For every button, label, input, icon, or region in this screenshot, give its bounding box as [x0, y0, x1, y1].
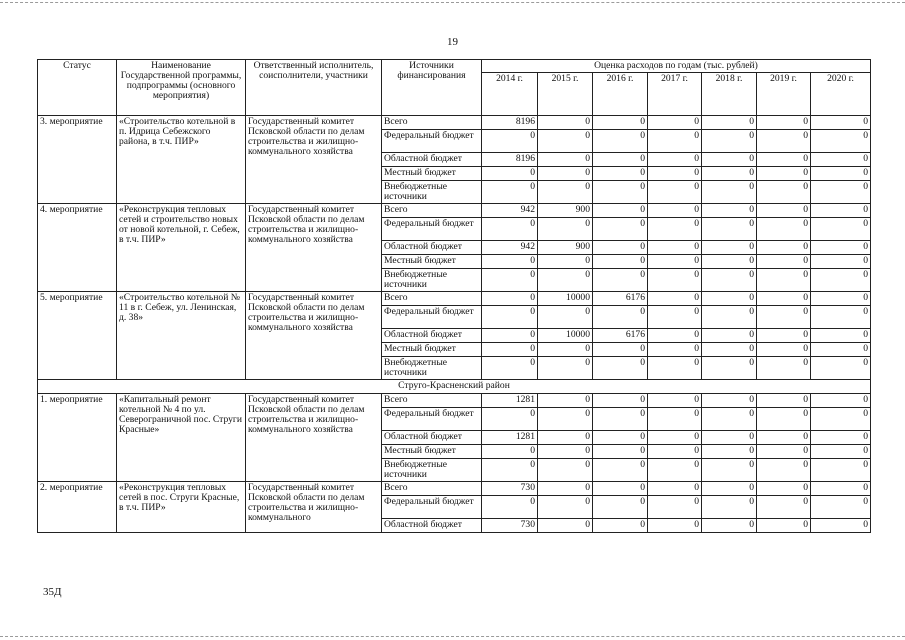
amount-cell: 0 [538, 459, 593, 482]
amount-cell: 0 [482, 167, 538, 181]
amount-cell: 0 [538, 116, 593, 130]
funding-source: Всего [382, 116, 482, 130]
amount-cell: 0 [757, 445, 811, 459]
amount-cell: 0 [757, 181, 811, 204]
amount-cell: 0 [702, 496, 757, 519]
activity-responsible: Государственный комитет Псковской области по делам строительства и жилищно-коммунального [246, 482, 382, 533]
amount-cell: 0 [811, 394, 871, 408]
amount-cell: 0 [593, 343, 648, 357]
amount-cell: 0 [702, 519, 757, 533]
funding-source: Внебюджетные источники [382, 269, 482, 292]
activity-status: 5. мероприятие [38, 292, 117, 380]
amount-cell: 6176 [593, 329, 648, 343]
amount-cell: 0 [648, 218, 702, 241]
amount-cell: 0 [538, 181, 593, 204]
amount-cell: 0 [593, 116, 648, 130]
amount-cell: 942 [482, 241, 538, 255]
amount-cell: 8196 [482, 153, 538, 167]
amount-cell: 0 [648, 459, 702, 482]
amount-cell: 0 [811, 130, 871, 153]
amount-cell: 0 [482, 445, 538, 459]
amount-cell: 0 [757, 153, 811, 167]
amount-cell: 0 [757, 394, 811, 408]
amount-cell: 0 [593, 269, 648, 292]
amount-cell: 0 [482, 408, 538, 431]
header-year: 2017 г. [648, 73, 702, 116]
district-row [38, 380, 871, 394]
amount-cell: 0 [482, 255, 538, 269]
amount-cell: 0 [757, 482, 811, 496]
amount-cell: 0 [538, 343, 593, 357]
amount-cell: 6176 [593, 292, 648, 306]
table-row [38, 482, 871, 496]
amount-cell: 0 [538, 218, 593, 241]
amount-cell: 10000 [538, 329, 593, 343]
amount-cell: 0 [593, 306, 648, 329]
header-status: Статус [38, 60, 117, 116]
amount-cell: 900 [538, 241, 593, 255]
amount-cell: 0 [702, 255, 757, 269]
budget-table [37, 59, 871, 533]
amount-cell: 0 [593, 218, 648, 241]
amount-cell: 0 [593, 255, 648, 269]
amount-cell: 0 [757, 204, 811, 218]
amount-cell: 0 [593, 204, 648, 218]
funding-source: Всего [382, 394, 482, 408]
activity-status: 1. мероприятие [38, 394, 117, 482]
amount-cell: 0 [648, 167, 702, 181]
funding-source: Федеральный бюджет [382, 218, 482, 241]
amount-cell: 0 [648, 431, 702, 445]
amount-cell: 0 [757, 130, 811, 153]
amount-cell: 1281 [482, 431, 538, 445]
amount-cell: 0 [648, 496, 702, 519]
amount-cell: 0 [593, 496, 648, 519]
scan-top-edge [0, 2, 905, 3]
amount-cell: 0 [811, 482, 871, 496]
funding-source: Местный бюджет [382, 445, 482, 459]
amount-cell: 0 [648, 394, 702, 408]
amount-cell: 0 [757, 292, 811, 306]
amount-cell: 0 [702, 431, 757, 445]
amount-cell: 0 [702, 445, 757, 459]
amount-cell: 0 [538, 482, 593, 496]
amount-cell: 0 [648, 343, 702, 357]
header-year: 2020 г. [811, 73, 871, 116]
funding-source: Всего [382, 482, 482, 496]
amount-cell: 0 [702, 357, 757, 380]
amount-cell: 0 [482, 218, 538, 241]
amount-cell: 0 [648, 204, 702, 218]
amount-cell: 0 [593, 394, 648, 408]
funding-source: Областной бюджет [382, 329, 482, 343]
amount-cell: 0 [538, 167, 593, 181]
amount-cell: 0 [757, 431, 811, 445]
amount-cell: 0 [702, 394, 757, 408]
amount-cell: 0 [648, 519, 702, 533]
amount-cell: 0 [757, 167, 811, 181]
amount-cell: 0 [811, 167, 871, 181]
amount-cell: 0 [593, 130, 648, 153]
amount-cell: 0 [648, 116, 702, 130]
funding-source: Местный бюджет [382, 167, 482, 181]
amount-cell: 0 [593, 445, 648, 459]
funding-source: Местный бюджет [382, 255, 482, 269]
district-name: Струго-Красненский район [38, 380, 871, 394]
amount-cell: 0 [702, 130, 757, 153]
amount-cell: 0 [757, 357, 811, 380]
activity-responsible: Государственный комитет Псковской области по делам строительства и жилищно-коммунального хозяйства [246, 116, 382, 204]
funding-source: Областной бюджет [382, 519, 482, 533]
amount-cell: 0 [811, 241, 871, 255]
amount-cell: 0 [811, 431, 871, 445]
amount-cell: 0 [482, 306, 538, 329]
activity-name: «Строительство котельной № 11 в г. Себеж, ул. Ленинская, д. 38» [117, 292, 246, 380]
amount-cell: 0 [757, 343, 811, 357]
funding-source: Внебюджетные источники [382, 357, 482, 380]
amount-cell: 0 [593, 431, 648, 445]
amount-cell: 942 [482, 204, 538, 218]
funding-source: Местный бюджет [382, 343, 482, 357]
amount-cell: 0 [757, 459, 811, 482]
amount-cell: 0 [538, 394, 593, 408]
amount-cell: 0 [648, 306, 702, 329]
amount-cell: 0 [757, 519, 811, 533]
amount-cell: 0 [648, 408, 702, 431]
activity-status: 4. мероприятие [38, 204, 117, 292]
header-program: Наименование Государственной программы, подпрограммы (основного мероприятия) [117, 60, 246, 116]
amount-cell: 0 [593, 167, 648, 181]
footer-code: 35Д [43, 586, 62, 598]
amount-cell: 0 [702, 292, 757, 306]
amount-cell: 0 [811, 519, 871, 533]
table-row [38, 292, 871, 306]
amount-cell: 0 [811, 269, 871, 292]
amount-cell: 0 [538, 153, 593, 167]
funding-source: Федеральный бюджет [382, 496, 482, 519]
amount-cell: 0 [811, 329, 871, 343]
amount-cell: 0 [702, 482, 757, 496]
amount-cell: 0 [538, 431, 593, 445]
amount-cell: 0 [538, 269, 593, 292]
amount-cell: 0 [593, 519, 648, 533]
table-row [38, 204, 871, 218]
amount-cell: 0 [482, 181, 538, 204]
table-body [38, 116, 871, 533]
activity-status: 2. мероприятие [38, 482, 117, 533]
amount-cell: 0 [702, 306, 757, 329]
amount-cell: 0 [702, 408, 757, 431]
amount-cell: 0 [811, 204, 871, 218]
amount-cell: 0 [648, 269, 702, 292]
amount-cell: 0 [648, 329, 702, 343]
amount-cell: 0 [648, 255, 702, 269]
funding-source: Всего [382, 292, 482, 306]
amount-cell: 0 [702, 167, 757, 181]
amount-cell: 0 [482, 343, 538, 357]
amount-cell: 0 [538, 255, 593, 269]
amount-cell: 0 [593, 241, 648, 255]
amount-cell: 0 [482, 329, 538, 343]
funding-source: Внебюджетные источники [382, 459, 482, 482]
amount-cell: 0 [482, 496, 538, 519]
amount-cell: 0 [593, 357, 648, 380]
activity-name: «Капитальный ремонт котельной № 4 по ул. Северограничной пос. Струги Красные» [117, 394, 246, 482]
amount-cell: 0 [757, 408, 811, 431]
funding-source: Областной бюджет [382, 241, 482, 255]
amount-cell: 0 [482, 357, 538, 380]
amount-cell: 0 [702, 116, 757, 130]
amount-cell: 0 [593, 153, 648, 167]
funding-source: Внебюджетные источники [382, 181, 482, 204]
amount-cell: 0 [811, 496, 871, 519]
amount-cell: 0 [811, 357, 871, 380]
header-executor: Ответственный исполнитель, соисполнители, участники [246, 60, 382, 116]
amount-cell: 0 [538, 445, 593, 459]
activity-name: «Реконструкция тепловых сетей и строительство новых от новой котельной, г. Себеж, в т.ч. ПИР» [117, 204, 246, 292]
amount-cell: 0 [702, 153, 757, 167]
amount-cell: 0 [811, 408, 871, 431]
amount-cell: 0 [811, 218, 871, 241]
amount-cell: 0 [538, 130, 593, 153]
amount-cell: 730 [482, 519, 538, 533]
amount-cell: 0 [811, 116, 871, 130]
amount-cell: 0 [757, 218, 811, 241]
amount-cell: 730 [482, 482, 538, 496]
amount-cell: 0 [757, 329, 811, 343]
header-estimate: Оценка расходов по годам (тыс. рублей) [482, 60, 871, 73]
header-year: 2016 г. [593, 73, 648, 116]
amount-cell: 0 [482, 269, 538, 292]
header-sources: Источники финансирования [382, 60, 482, 116]
amount-cell: 0 [702, 218, 757, 241]
amount-cell: 0 [648, 241, 702, 255]
amount-cell: 8196 [482, 116, 538, 130]
amount-cell: 0 [648, 181, 702, 204]
amount-cell: 0 [702, 241, 757, 255]
amount-cell: 0 [538, 519, 593, 533]
amount-cell: 0 [811, 292, 871, 306]
amount-cell: 0 [648, 445, 702, 459]
scan-bottom-edge [0, 636, 905, 637]
amount-cell: 0 [757, 116, 811, 130]
amount-cell: 900 [538, 204, 593, 218]
amount-cell: 0 [593, 482, 648, 496]
amount-cell: 0 [648, 482, 702, 496]
header-year: 2018 г. [702, 73, 757, 116]
amount-cell: 0 [538, 306, 593, 329]
activity-responsible: Государственный комитет Псковской области по делам строительства и жилищно-коммунального хозяйства [246, 292, 382, 380]
funding-source: Федеральный бюджет [382, 408, 482, 431]
header-year: 2019 г. [757, 73, 811, 116]
amount-cell: 0 [482, 130, 538, 153]
funding-source: Федеральный бюджет [382, 130, 482, 153]
activity-name: «Реконструкция тепловых сетей в пос. Струги Красные, в т.ч. ПИР» [117, 482, 246, 533]
amount-cell: 0 [811, 459, 871, 482]
activity-responsible: Государственный комитет Псковской области по делам строительства и жилищно-коммунального хозяйства [246, 204, 382, 292]
amount-cell: 0 [593, 181, 648, 204]
amount-cell: 1281 [482, 394, 538, 408]
amount-cell: 0 [757, 269, 811, 292]
activity-name: «Строительство котельной в п. Идрица Себежского района, в т.ч. ПИР» [117, 116, 246, 204]
amount-cell: 0 [811, 306, 871, 329]
amount-cell: 0 [648, 130, 702, 153]
amount-cell: 0 [757, 306, 811, 329]
amount-cell: 0 [702, 329, 757, 343]
funding-source: Федеральный бюджет [382, 306, 482, 329]
amount-cell: 0 [593, 459, 648, 482]
amount-cell: 0 [757, 255, 811, 269]
amount-cell: 0 [538, 357, 593, 380]
table-row [38, 116, 871, 130]
amount-cell: 0 [702, 269, 757, 292]
table-row [38, 394, 871, 408]
amount-cell: 0 [648, 153, 702, 167]
amount-cell: 0 [648, 292, 702, 306]
funding-source: Областной бюджет [382, 153, 482, 167]
amount-cell: 0 [811, 181, 871, 204]
amount-cell: 0 [538, 408, 593, 431]
amount-cell: 0 [811, 153, 871, 167]
page-number: 19 [447, 36, 458, 48]
amount-cell: 0 [757, 241, 811, 255]
activity-responsible: Государственный комитет Псковской области по делам строительства и жилищно-коммунального хозяйства [246, 394, 382, 482]
header-year: 2014 г. [482, 73, 538, 116]
amount-cell: 0 [648, 357, 702, 380]
amount-cell: 0 [593, 408, 648, 431]
amount-cell: 0 [482, 459, 538, 482]
amount-cell: 0 [811, 255, 871, 269]
header-year: 2015 г. [538, 73, 593, 116]
activity-status: 3. мероприятие [38, 116, 117, 204]
amount-cell: 0 [482, 292, 538, 306]
funding-source: Областной бюджет [382, 431, 482, 445]
amount-cell: 0 [702, 204, 757, 218]
amount-cell: 0 [702, 343, 757, 357]
amount-cell: 0 [757, 496, 811, 519]
amount-cell: 0 [811, 445, 871, 459]
amount-cell: 10000 [538, 292, 593, 306]
amount-cell: 0 [702, 459, 757, 482]
funding-source: Всего [382, 204, 482, 218]
amount-cell: 0 [538, 496, 593, 519]
amount-cell: 0 [811, 343, 871, 357]
amount-cell: 0 [702, 181, 757, 204]
